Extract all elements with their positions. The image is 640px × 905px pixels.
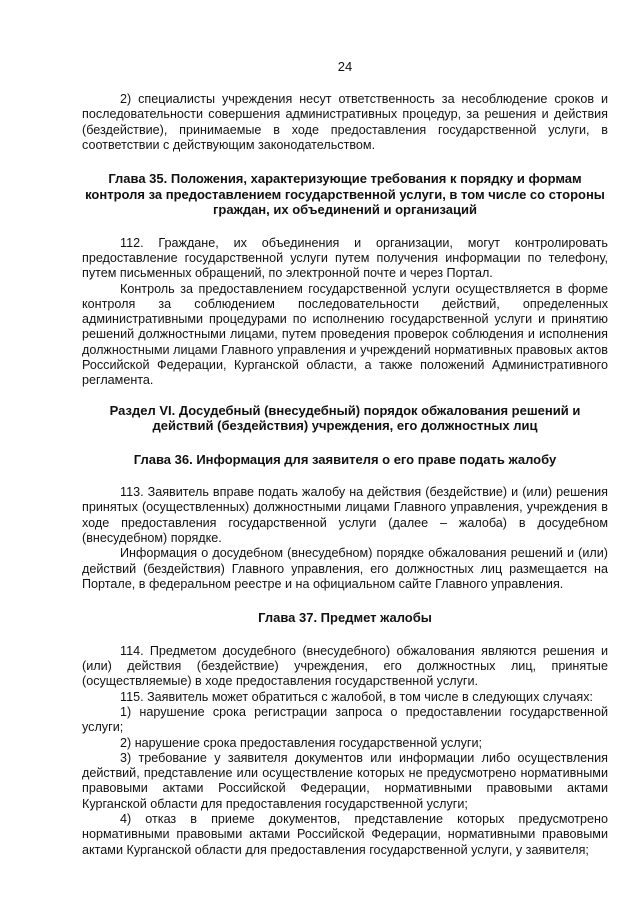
list-item-115-4: 4) отказ в приеме документов, представление которых предусмотрено нормативными правовыми актами Российской Федерации, нормативными правовыми актами Курганской области для предоставления государственной услуги, у заявителя;	[82, 812, 608, 857]
paragraph-control: Контроль за предоставлением государственной услуги осуществляется в форме контроля за соблюдением последовательности действий, определенных административными процедурами по исполнению государственной услуги и принятию решений должностными лицами, путем проведения проверок соблюдения и исполнения должностными лицами Главного управления и учреждений нормативных правовых актов Российской Федерации, Курганской области, а также положений Административного регламента.	[82, 281, 608, 388]
list-item-115-1: 1) нарушение срока регистрации запроса о предоставлении государственной услуги;	[82, 704, 608, 735]
paragraph-intro-responsibility: 2) специалисты учреждения несут ответственность за несоблюдение сроков и последовательности совершения административных процедур, за решения и действия (бездействие), принимаемые в ходе предоставления государственной услуги, в соответствии с действующим законодательством.	[82, 92, 608, 152]
heading-chapter-36: Глава 36. Информация для заявителя о его праве подать жалобу	[133, 451, 557, 467]
list-item-115-2: 2) нарушение срока предоставления государственной услуги;	[120, 735, 483, 750]
page-number: 24	[337, 59, 353, 74]
list-item-115-3: 3) требование у заявителя документов или информации либо осуществления действий, представление или осуществление которых не предусмотрено нормативными правовыми актами Российской Федерации, нормативными правовыми актами Курганской области для предоставления государственной услуги;	[82, 750, 608, 811]
heading-section-6: Раздел VI. Досудебный (внесудебный) порядок обжалования решений и действий (бездействия) учреждения, его должностных лиц	[109, 402, 581, 434]
paragraph-113: 113. Заявитель вправе подать жалобу на действия (бездействие) и (или) решения принятых (осуществленных) должностными лицами Главного управления, учреждения в ходе предоставления государственной услуги (далее – жалоба) в досудебном (внесудебном) порядке.	[82, 485, 608, 546]
paragraph-appeal-info: Информация о досудебном (внесудебном) порядке обжалования решений и (или) действий (бездействия) Главного управления, его должностных лиц размещается на Портале, в федеральном реестре и на официальном сайте Главного управления.	[82, 546, 608, 591]
heading-chapter-37: Глава 37. Предмет жалобы	[258, 610, 432, 626]
paragraph-115: 115. Заявитель может обратиться с жалобой, в том числе в следующих случаях:	[120, 689, 594, 704]
paragraph-112: 112. Граждане, их объединения и организации, могут контролировать предоставление государственной услуги путем получения информации по телефону, путем письменных обращений, по электронной почте и через Портал.	[82, 235, 608, 281]
paragraph-114: 114. Предметом досудебного (внесудебного) обжалования являются решения и (или) действия (бездействие) учреждения, его должностных лиц, принятые (осуществляемые) в ходе предоставления государственной услуги.	[82, 643, 608, 689]
heading-chapter-35: Глава 35. Положения, характеризующие требования к порядку и формам контроля за предоставлением государственной услуги, в том числе со стороны граждан, их объединений и организаций	[85, 171, 605, 218]
